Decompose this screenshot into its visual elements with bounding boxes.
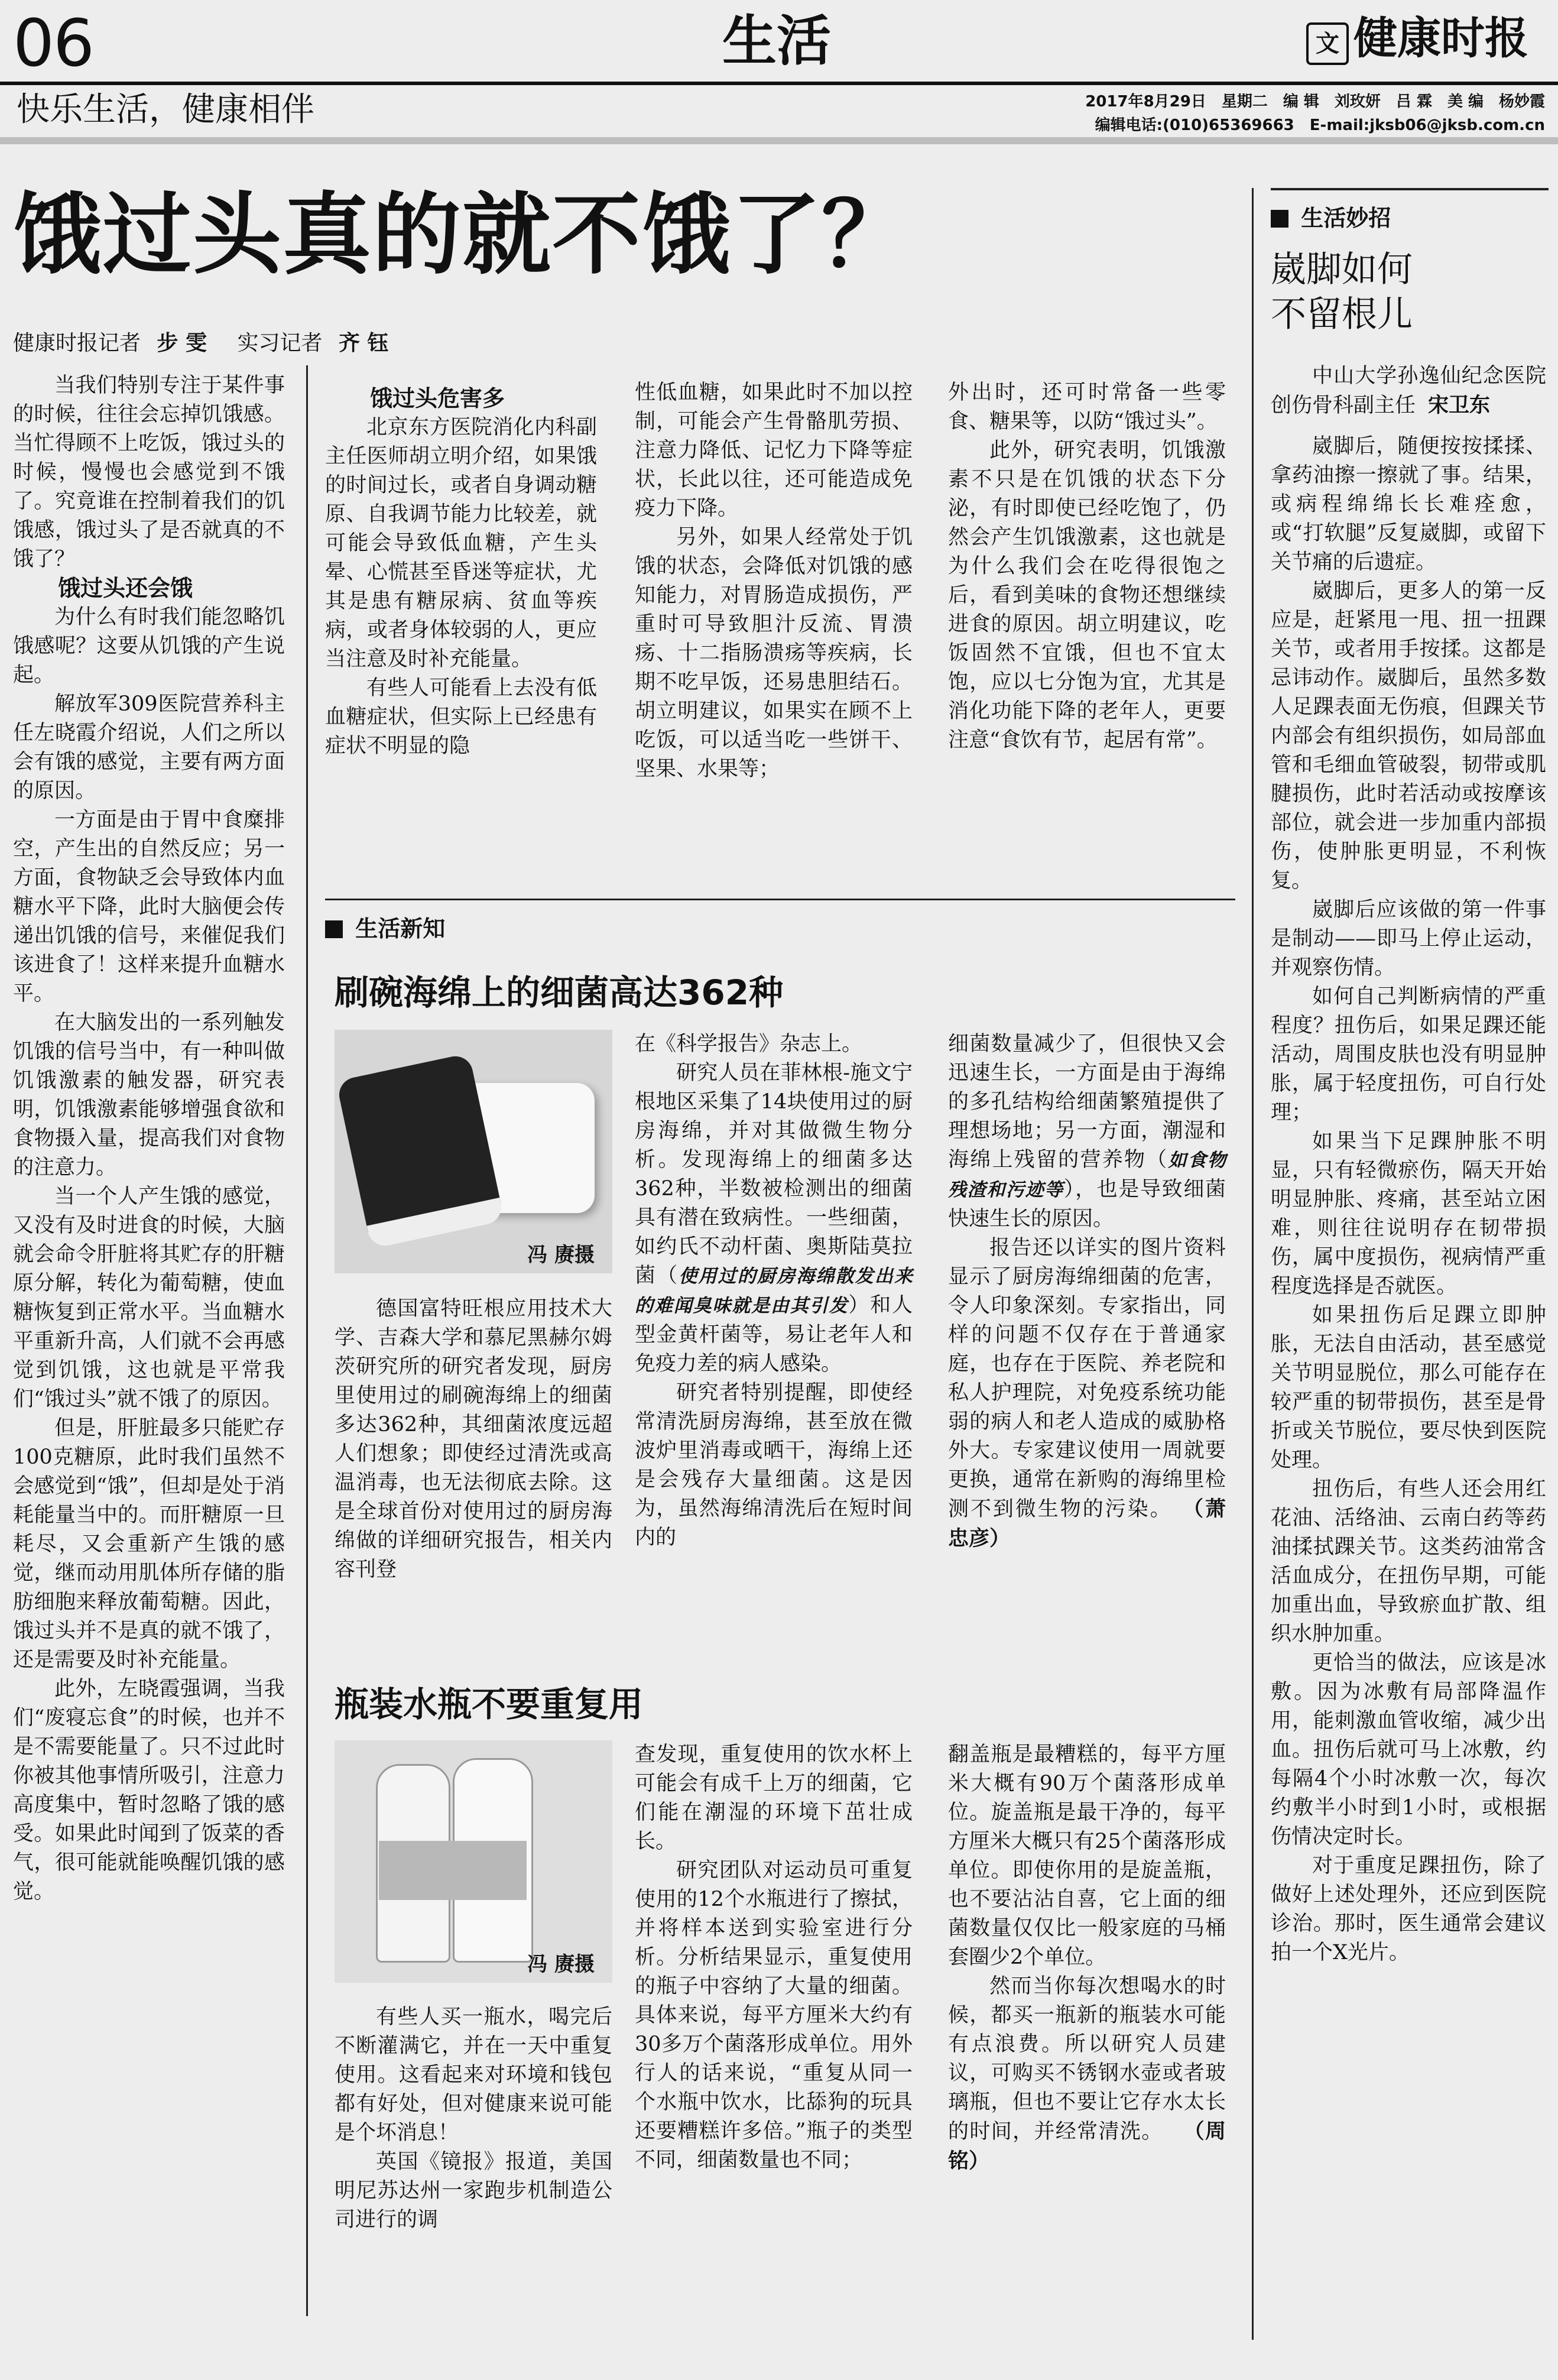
- text-run: ），也是导致细菌快速生长的原因。: [948, 1178, 1226, 1231]
- paragraph: 为什么有时我们能忽略饥饿感呢？这要从饥饿的产生说起。: [13, 605, 285, 687]
- paragraph: 扭伤后，有些人还会用红花油、活络油、云南白药等药油揉拭踝关节。这类药油常含活血成分，在扭伤早期，可能加重出血，导致瘀血扩散、组织水肿加重。: [1271, 1477, 1546, 1646]
- paragraph: [948, 1972, 1226, 2176]
- paragraph: 如何自己判断病情的严重程度？扭伤后，如果足踝还能活动，周围皮肤也没有明显肿胀，属于轻度扭伤，可自行处理；: [1271, 985, 1546, 1124]
- paragraph: 德国富特旺根应用技术大学、吉森大学和慕尼黑赫尔姆茨研究所的研究者发现，厨房里使用过的刷碗海绵上的细菌多达362种，其细菌浓度远超人们想象；即使经过清洗或高温消毒，也无法彻底去除。这是全球首份对使用过的厨房海绵做的详细研究报告，相关内容刊登: [335, 1297, 612, 1581]
- paragraph: 崴脚后应该做的第一件事是制动——即马上停止运动，并观察伤情。: [1271, 898, 1546, 980]
- author-affiliation: 中山大学孙逸仙纪念医院创伤骨科副主任: [1271, 364, 1546, 417]
- paragraph: 更恰当的做法，应该是冰敷。因为冰敷有局部降温作用，能刺激血管收缩，减少出血。扭伤后就可马上冰敷，约每隔4个小时冰敷一次，每次约敷半小时到1小时，或根据伤情决定时长。: [1271, 1651, 1546, 1849]
- masthead-contact: 编辑电话:(010)65369663 E-mail:jksb06@jksb.com.cn: [1095, 116, 1545, 134]
- masthead-date-editors: 2017年8月29日 星期二 编 辑 刘玫妍 吕 霖 美 编 杨妙霞: [1085, 93, 1545, 111]
- byline-role-b: 实习记者: [237, 331, 323, 355]
- sponge-headline: 刷碗海绵上的细菌高达362种: [335, 972, 784, 1013]
- subheading: 饿过头还会饿: [58, 575, 193, 601]
- paragraph: 对于重度足踝扭伤，除了做好上述处理外，还应到医院诊治。那时，医生通常会建议拍一个X光片。: [1271, 1854, 1546, 1964]
- paragraph: 另外，如果人经常处于饥饿的状态，会降低对饥饿的感知能力，对胃肠造成损伤，严重时可导致胆汁反流、胃溃疡、十二指肠溃疡等疾病，长期不吃早饭，还易患胆结石。胡立明建议，如果实在顾不上吃饭，可以适当吃一些饼干、坚果、水果等；: [635, 526, 913, 781]
- paragraph: 性低血糖，如果此时不加以控制，可能会产生骨骼肌劳损、注意力降低、记忆力下降等症状，长此以往，还可能造成免疫力下降。: [635, 381, 913, 520]
- newspaper-logo: 健康时报: [1353, 13, 1528, 64]
- byline-name-a: 步 雯: [157, 331, 207, 355]
- sponge-col-1: [335, 1295, 612, 1584]
- paragraph: 北京东方医院消化内科副主任医师胡立明介绍，如果饿的时间过长，或者自身调动糖原、自我调节能力比较差，就可能会导致低血糖，产生头晕、心慌甚至昏迷等症状，尤其是患有糖尿病、贫血等疾病，或者身体较弱的人，更应当注意及时补充能量。: [325, 416, 597, 671]
- paragraph: [948, 1030, 1226, 1234]
- text-run: 细菌数量减少了，但很快又会迅速生长，一方面是由于海绵的多孔结构给细菌繁殖提供了理想场地；另一方面，潮湿和海绵上残留的营养物（: [948, 1032, 1226, 1172]
- byline-role-a: 健康时报记者: [13, 331, 141, 355]
- paragraph: [948, 1234, 1226, 1554]
- section-title: 生活: [722, 9, 832, 73]
- column-divider: [306, 365, 308, 2316]
- paragraph: 如果当下足踝肿胀不明显，只有轻微瘀伤，隔天开始明显肿胀、疼痛，甚至站立困难，则往往说明存在韧带损伤，属中度损伤，视病情严重程度选择是否就医。: [1271, 1130, 1546, 1298]
- sidebar-column: [1271, 362, 1546, 1967]
- header-band: [0, 137, 1558, 144]
- author-credit: （萧忠彦）: [948, 1497, 1226, 1551]
- paragraph: [635, 1059, 913, 1379]
- byline-name-b: 齐 钰: [338, 331, 389, 355]
- logo-icon: 文: [1306, 22, 1349, 65]
- photo-credit: 冯 赓摄: [527, 1953, 595, 1976]
- paragraph: 有些人买一瓶水，喝完后不断灌满它，并在一天中重复使用。这看起来对环境和钱包都有好处，但对健康来说可能是个坏消息！: [335, 2005, 612, 2145]
- paragraph: 崴脚后，更多人的第一反应是，赶紧甩一甩、扭一扭踝关节，或者用手按揉。这都是忌讳动作。崴脚后，虽然多数人足踝表面无伤痕，但踝关节内部会有组织损伤，如局部血管和毛细血管破裂，韧带或肌腱损伤，此时若活动或按摩该部位，就会进一步加重内部损伤，使肿胀更明显，不利恢复。: [1271, 579, 1546, 893]
- paragraph: 翻盖瓶是最糟糕的，每平方厘米大概有90万个菌落形成单位。旋盖瓶是最干净的，每平方厘米大概只有25个菌落形成单位。即使你用的是旋盖瓶，也不要沾沾自喜，它上面的细菌数量仅仅比一般家庭的马桶套圈少2个单位。: [948, 1743, 1226, 1969]
- author-credit: （周 铭）: [948, 2119, 1226, 2173]
- paragraph: 如果扭伤后足踝立即肿胀，无法自由活动，甚至感觉关节明显脱位，那么可能存在较严重的韧带损伤，甚至是骨折或关节脱位，要尽快到医院处理。: [1271, 1304, 1546, 1472]
- author-name: 宋卫东: [1428, 393, 1491, 417]
- header-rule: [0, 82, 1558, 85]
- masthead-info: [1085, 90, 1545, 137]
- text-run: 研究人员在菲林根-施文宁根地区采集了14块使用过的厨房海绵，并对其做微生物分析。发现海绵上的细菌多达362种，半数被检测出的细菌具有潜在致病性。一些细菌，如约氏不动杆菌、奥斯陆莫拉菌（: [635, 1061, 913, 1288]
- news-section-tag: [325, 910, 445, 943]
- slogan: 快乐生活，健康相伴: [17, 90, 314, 129]
- main-col-3: [635, 378, 913, 784]
- italic-note: 如食物残渣和污迹等: [948, 1150, 1226, 1201]
- photo-credit: 冯 赓摄: [527, 1243, 595, 1267]
- page-number: 06: [13, 5, 93, 81]
- news-tag-label: 生活新知: [355, 916, 446, 942]
- section-divider: [325, 899, 1235, 900]
- paragraph: 解放军309医院营养科主任左晓霞介绍说，人们之所以会有饿的感觉，主要有两方面的原因。: [13, 692, 285, 803]
- byline: [13, 326, 388, 356]
- bottle-col-2: [635, 1740, 913, 2175]
- sidebar-divider: [1252, 188, 1254, 2340]
- sponge-col-2: [635, 1030, 913, 1552]
- paragraph: 外出时，还可时常备一些零食、糖果等，以防“饿过头”。: [948, 381, 1226, 433]
- paragraph: 当一个人产生饿的感觉，又没有及时进食的时候，大脑就会命令肝脏将其贮存的肝糖原分解，转化为葡萄糖，使血糖恢复到正常水平。当血糖水平重新升高，人们就不会再感觉到饥饿，这也就是平常我们“饿过头”就不饿了的原因。: [13, 1185, 285, 1411]
- paragraph: 研究者特别提醒，即使经常清洗厨房海绵，甚至放在微波炉里消毒或晒干，海绵上还是会残存大量细菌。这是因为，虽然海绵清洗后在短时间内的: [635, 1381, 913, 1549]
- paragraph: 此外，左晓霞强调，当我们“废寝忘食”的时候，也并不是不需要能量了。只不过此时你被其他事情所吸引，注意力高度集中，暂时忽略了饿的感受。如果此时闻到了饭菜的香气，很可能就能唤醒饥饿的感觉。: [13, 1677, 285, 1904]
- text-run: ）和人型金黄杆菌等，易让老年人和免疫力差的病人感染。: [635, 1293, 913, 1376]
- paragraph: 在大脑发出的一系列触发饥饿的信号当中，有一种叫做饥饿激素的触发器，研究表明，饥饿激素能够增强食欲和食物摄入量，提高我们对食物的注意力。: [13, 1011, 285, 1179]
- italic-note: 使用过的厨房海绵散发出来的难闻臭味就是由其引发: [635, 1266, 913, 1317]
- main-col-4: [948, 378, 1226, 755]
- sponge-col-3: [948, 1030, 1226, 1554]
- sidebar-top-rule: [1271, 188, 1549, 190]
- main-col-1: [13, 371, 285, 1906]
- paragraph: 此外，研究表明，饥饿激素不只是在饥饿的状态下分泌，有时即使已经吃饱了，仍然会产生饥饿激素，这也就是为什么我们会在吃得很饱之后，看到美味的食物还想继续进食的原因。胡立明建议，吃饭固然不宜饿，但也不宜太饱，应以七分饱为宜，尤其是消化功能下降的老年人，更要注意“食饮有节，起居有常”。: [948, 439, 1226, 752]
- paragraph: 崴脚后，随便按按揉揉、拿药油擦一擦就了事。结果，或病程绵绵长长难痊愈，或“打软腿”反复崴脚，或留下关节痛的后遗症。: [1271, 435, 1546, 574]
- main-headline: 饿过头真的就不饿了？: [13, 184, 912, 287]
- paragraph: 在《科学报告》杂志上。: [635, 1032, 863, 1056]
- paragraph: 研究团队对运动员可重复使用的12个水瓶进行了擦拭，并将样本送到实验室进行分析。分析结果显示，重复使用的瓶子中容纳了大量的细菌。具体来说，每平方厘米大约有30多万个菌落形成单位。用外行人的话来说，“重复从同一个水瓶中饮水，比舔狗的玩具还要糟糕许多倍。”瓶子的类型不同，细菌数量也不同；: [635, 1859, 913, 2172]
- spacer: [1271, 420, 1546, 432]
- subheading: 饿过头危害多: [370, 385, 505, 411]
- sidebar-title-line: 不留根儿: [1271, 294, 1413, 335]
- sidebar-title-line: 崴脚如何: [1271, 249, 1413, 290]
- bottle-col-1: [335, 2003, 612, 2235]
- paragraph: 有些人可能看上去没有低血糖症状，但实际上已经患有症状不明显的隐: [325, 676, 597, 758]
- text-run: 报告还以详实的图片资料显示了厨房海绵细菌的危害，令人印象深刻。专家指出，同样的问题不仅存在于普通家庭，也存在于医院、养老院和私人护理院，对免疫系统功能弱的病人和老人造成的威胁格外大。专家建议使用一周就要更换，通常在新购的海绵里检测不到微生物的污染。: [948, 1236, 1226, 1521]
- sponge-photo: [335, 1030, 612, 1273]
- bottle-col-3: [948, 1740, 1226, 2176]
- bottle-headline: 瓶装水瓶不要重复用: [335, 1684, 644, 1724]
- text-run: 然而当你每次想喝水的时候，都买一瓶新的瓶装水可能有点浪费。所以研究人员建议，可购买不锈钢水壶或者玻璃瓶，但也不要让它存水太长的时间，并经常清洗。: [948, 1974, 1226, 2144]
- paragraph: 当我们特别专注于某件事的时候，往往会忘掉饥饿感。当忙得顾不上吃饭，饿过头的时候，慢慢也会感觉到不饿了。究竟谁在控制着我们的饥饿感，饿过头了是否就真的不饿了？: [13, 374, 285, 571]
- paragraph: 但是，肝脏最多只能贮存100克糖原，此时我们虽然不会感觉到“饿”，但却是处于消耗能量当中的。而肝糖原一旦耗尽，又会重新产生饿的感觉，继而动用肌体所存储的脂肪细胞来释放葡萄糖。因此，饿过头并不是真的就不饿了，还是需要及时补充能量。: [13, 1416, 285, 1672]
- paragraph: 一方面是由于胃中食糜排空，产生出的自然反应；另一方面，食物缺乏会导致体内血糖水平下降，此时大脑便会传递出饥饿的信号，来催促我们该进食了！这样来提升血糖水平。: [13, 808, 285, 1006]
- sidebar-tag-label: 生活妙招: [1301, 205, 1391, 231]
- bottle-photo: [335, 1740, 612, 1983]
- paragraph: 英国《镜报》报道，美国明尼苏达州一家跑步机制造公司进行的调: [335, 2150, 612, 2232]
- sponge-shape-black: [336, 1053, 504, 1249]
- sidebar-section-tag: [1271, 200, 1391, 232]
- bottle-label: [379, 1841, 527, 1900]
- sidebar-author: [1271, 362, 1546, 420]
- sidebar-title: [1271, 247, 1413, 337]
- paragraph: 查发现，重复使用的饮水杯上可能会有成千上万的细菌，它们能在潮湿的环境下茁壮成长。: [635, 1743, 913, 1853]
- main-col-2: [325, 378, 597, 761]
